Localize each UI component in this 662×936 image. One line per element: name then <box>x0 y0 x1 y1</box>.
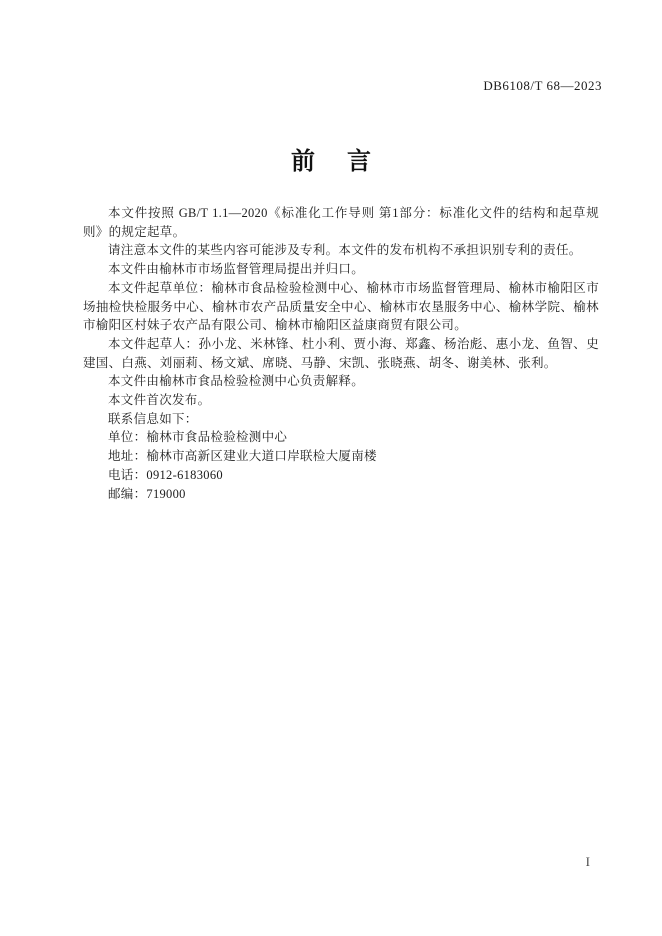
page-title <box>0 141 662 176</box>
foreword-paragraph-drafting-organizations: 本文件起草单位：榆林市食品检验检测中心、榆林市市场监督管理局、榆林市榆阳区市场抽检快检服务中心、榆林市农产品质量安全中心、榆林市农垦服务中心、榆林学院、榆林市榆阳区村妹子农产品有限公司、榆林市榆阳区益康商贸有限公司。 <box>83 280 599 333</box>
page-number: I <box>585 854 590 869</box>
page-title-char-1: 前 <box>291 149 315 175</box>
contact-line-address: 地址：榆林市高新区建业大道口岸联检大厦南楼 <box>108 449 377 464</box>
page-title-char-2: 言 <box>347 149 371 175</box>
foreword-paragraph-patent-notice: 请注意本文件的某些内容可能涉及专利。本文件的发布机构不承担识别专利的责任。 <box>108 243 582 258</box>
foreword-body <box>83 204 599 503</box>
foreword-paragraph-drafters: 本文件起草人：孙小龙、米林锋、杜小利、贾小海、郑鑫、杨治彪、惠小龙、鱼智、史建国、白燕、刘丽莉、杨文斌、席晓、马静、宋凯、张晓燕、胡冬、谢美林、张利。 <box>83 336 599 370</box>
contact-line-organization: 单位：榆林市食品检验检测中心 <box>108 430 288 445</box>
contact-line-postcode: 邮编：719000 <box>108 486 186 501</box>
foreword-paragraph-proposed-by: 本文件由榆林市市场监督管理局提出并归口。 <box>108 262 365 277</box>
foreword-paragraph-drafting-rules: 本文件按照 GB/T 1.1—2020《标准化工作导则 第1部分：标准化文件的结构和起草规则》的规定起草。 <box>83 206 599 239</box>
foreword-paragraph-contact-intro: 联系信息如下： <box>108 411 198 426</box>
contact-line-phone: 电话：0912-6183060 <box>108 467 223 482</box>
foreword-paragraph-first-issue: 本文件首次发布。 <box>108 393 211 408</box>
foreword-paragraph-interpretation: 本文件由榆林市食品检验检测中心负责解释。 <box>108 374 365 389</box>
standard-code-header: DB6108/T 68—2023 <box>483 78 602 93</box>
